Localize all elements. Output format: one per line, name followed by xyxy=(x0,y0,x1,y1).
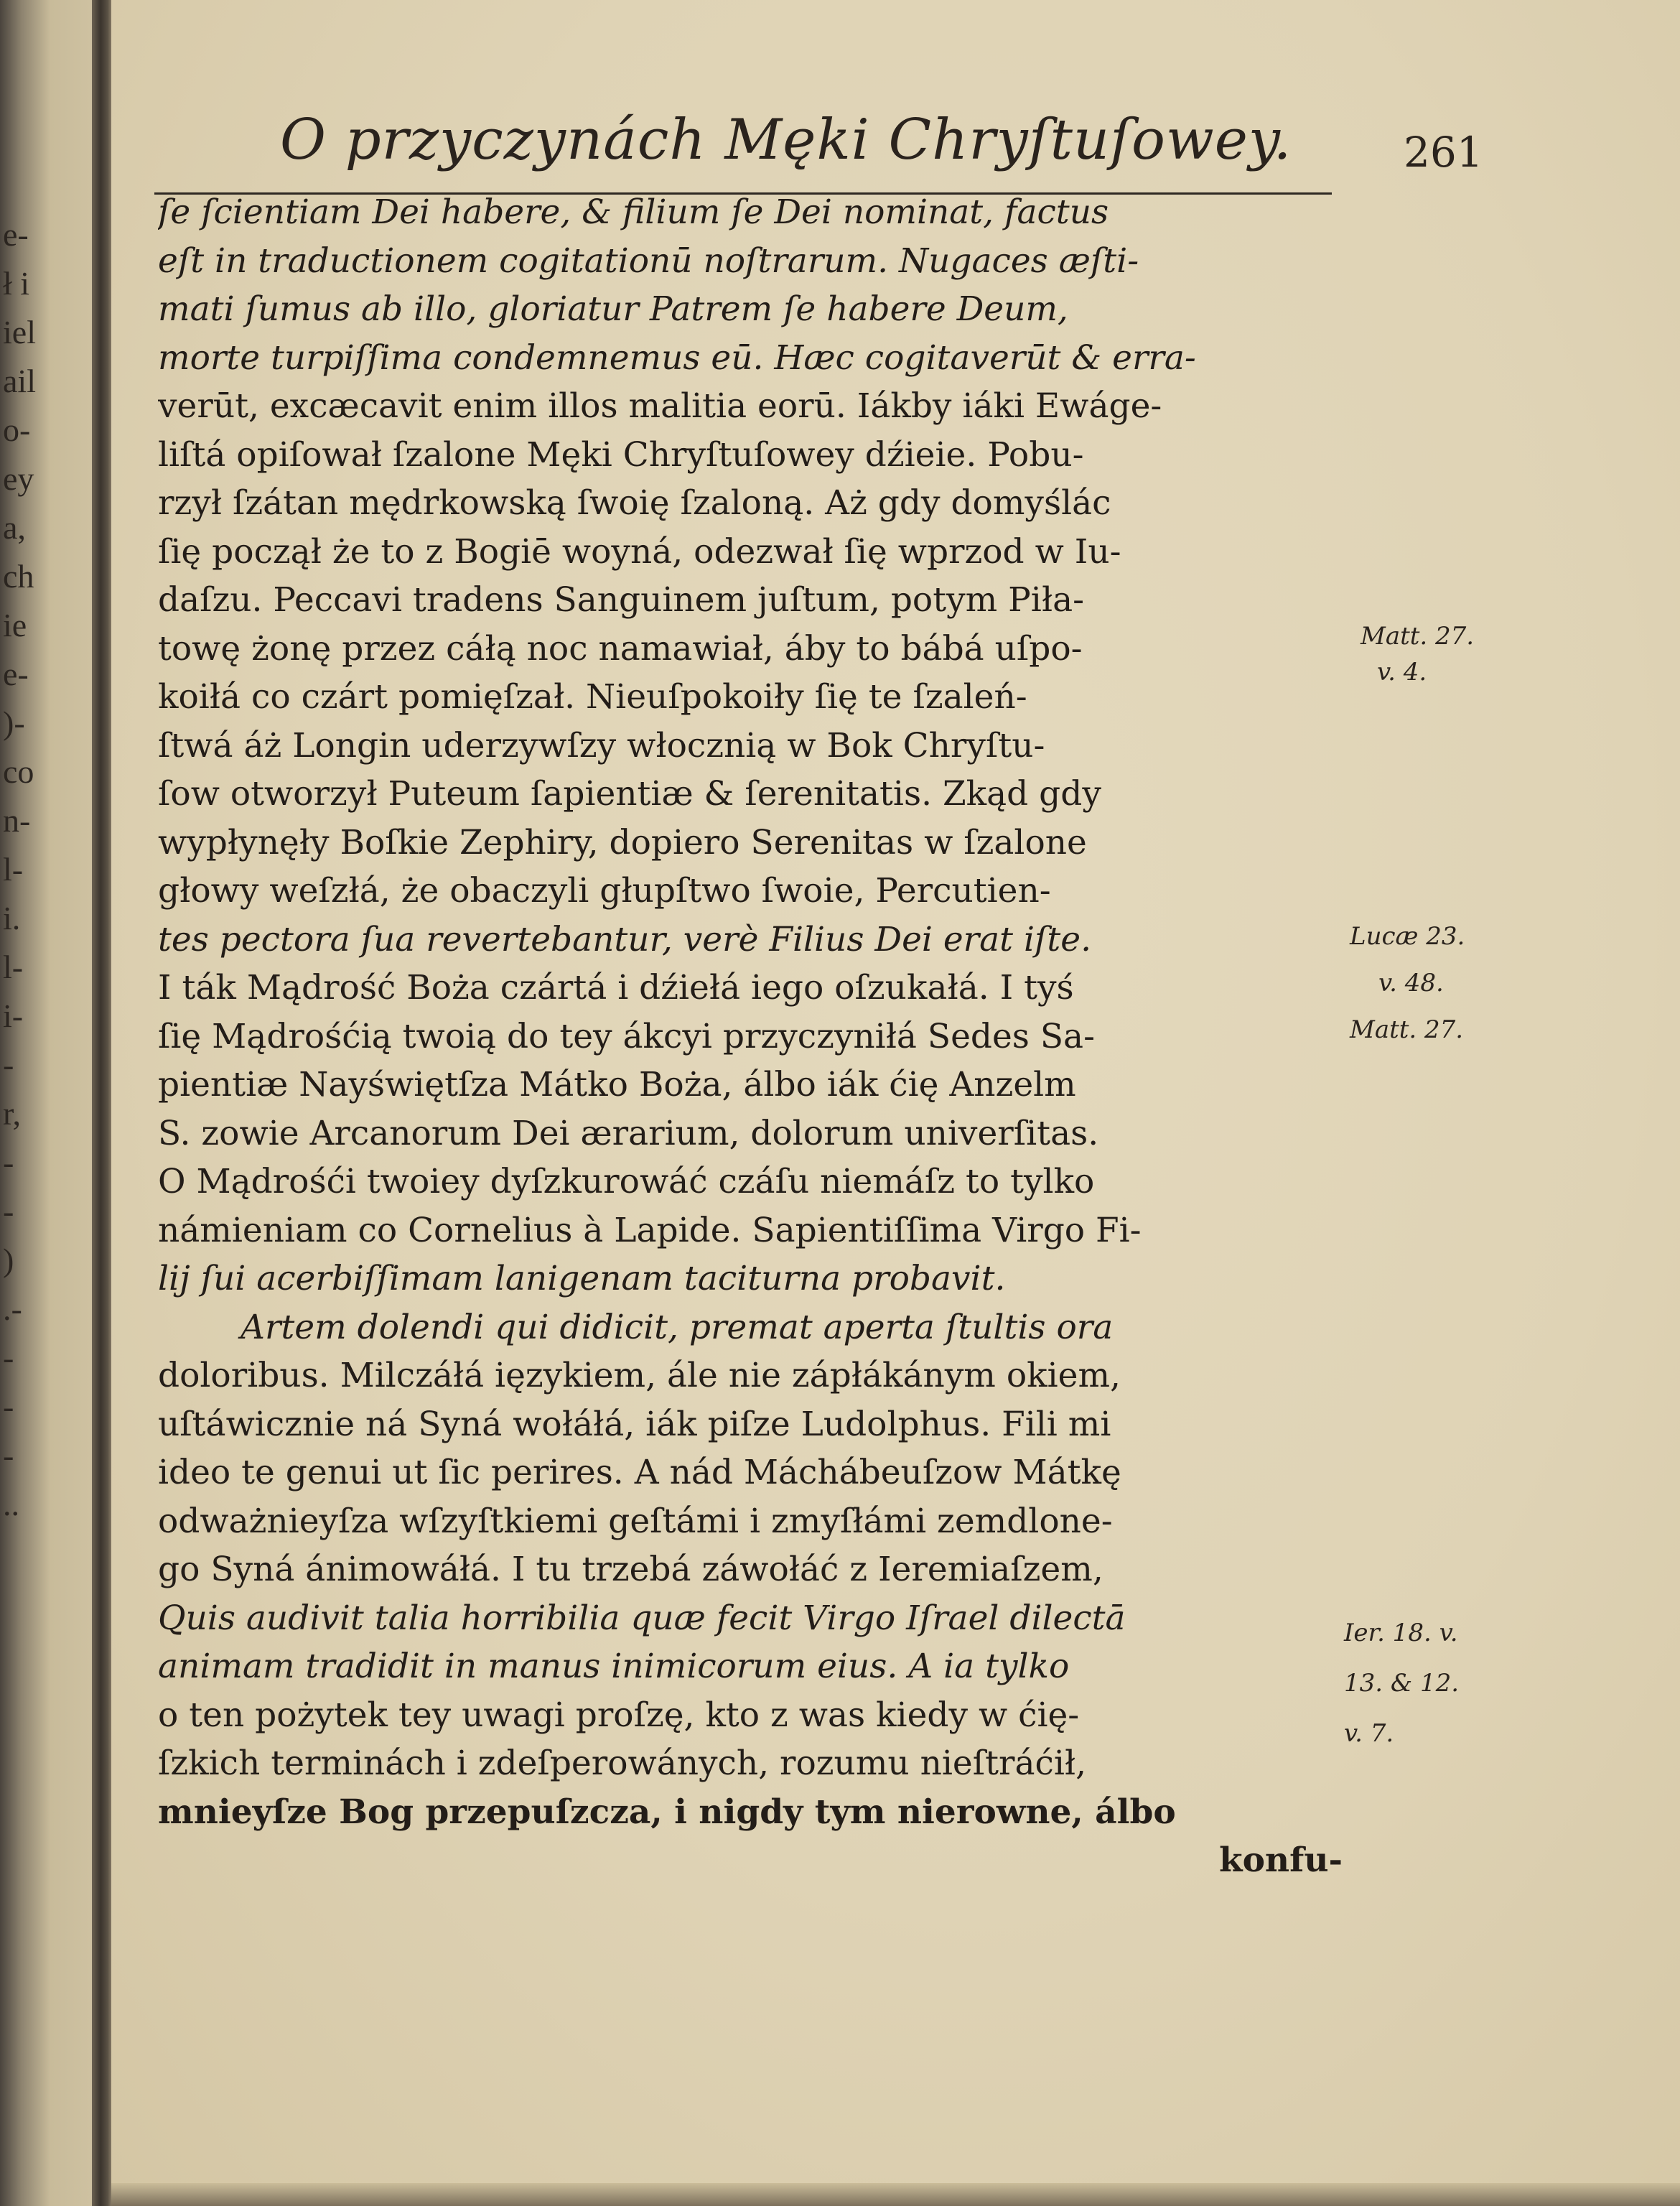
text-line: ideo te genui ut ſic perires. A nád Máchábeuſzow Mátkę xyxy=(158,1453,1121,1492)
page-number: 261 xyxy=(1404,128,1483,177)
previous-page-edge xyxy=(0,0,97,2206)
text-line: lij ſui acerbiſſimam lanigenam taciturna probavit. xyxy=(158,1259,1006,1298)
catchword: konfu- xyxy=(1219,1840,1343,1880)
previous-page-fragment: r, xyxy=(3,1095,21,1132)
text-line: ſow otworzył Puteum ſapientiæ & ſerenitatis. Zkąd gdy xyxy=(158,774,1101,814)
text-line: I ták Mądrość Boża czártá i dźiełá iego oſzukałá. I tyś xyxy=(158,968,1074,1007)
text-line: ſtwá áż Longin uderzywſzy włocznią w Bok Chryſtu- xyxy=(158,725,1045,765)
previous-page-fragment: e- xyxy=(3,216,29,253)
text-line: ſe ſcientiam Dei habere, & filium ſe Dei nominat, factus xyxy=(158,192,1109,232)
body-text xyxy=(158,188,1364,1885)
text-line: ſię począł że to z Bogiē woyná, odezwał ſię wprzod w Iu- xyxy=(158,531,1121,572)
text-line: rzył ſzátan mędrkowską ſwoię ſzaloną. Aż gdy domyślác xyxy=(158,483,1111,523)
text-line: animam tradidit in manus inimicorum eius. A ia tylko xyxy=(158,1647,1070,1686)
text-line: O Mądrośći twoiey dyſzkurowáć czáſu niemáſz to tylko xyxy=(158,1162,1095,1201)
text-line: ſzkich terminách i zdeſperowánych, rozumu nieſtráćił, xyxy=(158,1744,1087,1783)
previous-page-fragment: ł i xyxy=(3,265,30,302)
text-line: Quis audivit talia horribilia quæ fecit Virgo Iſrael dilectā xyxy=(158,1598,1126,1638)
text-line: mati ſumus ab illo, gloriatur Patrem ſe habere Deum, xyxy=(158,289,1068,329)
text-line: pientiæ Nayświętſza Mátko Boża, álbo iák ćię Anzelm xyxy=(158,1065,1076,1104)
previous-page-fragment: l- xyxy=(3,851,24,888)
previous-page-fragment: ail xyxy=(3,363,36,399)
margin-note: Matt. 27. xyxy=(1361,622,1475,651)
text-line: towę żonę przez cáłą noc namawiał, áby to bábá uſpo- xyxy=(158,628,1083,669)
text-line: koiłá co czárt pomięſzał. Nieuſpokoiły ſię te ſzaleń- xyxy=(158,677,1027,717)
previous-page-fragment: n- xyxy=(3,802,31,839)
text-line: głowy weſzłá, że obaczyli głupſtwo ſwoie, Percutien- xyxy=(158,871,1051,911)
text-line: eſt in traductionem cogitationū noſtrarum. Nugaces æſti- xyxy=(158,241,1139,281)
running-head: O przyczynách Męki Chryſtuſowey. xyxy=(280,108,1292,172)
text-line: Artem dolendi qui didicit, premat aperta ſtultis ora xyxy=(241,1307,1114,1347)
previous-page-fragment: - xyxy=(3,1046,14,1083)
text-line: doloribus. Milczáłá ięzykiem, ále nie zápłákánym okiem, xyxy=(158,1356,1121,1395)
previous-page-fragment: - xyxy=(3,1193,14,1229)
previous-page-fragment: l- xyxy=(3,949,24,985)
text-line: mnieyſze Bog przepuſzcza, i nigdy tym nierowne, álbo xyxy=(158,1792,1176,1832)
text-line: morte turpiſſima condemnemus eū. Hæc cogitaverūt & erra- xyxy=(158,338,1196,378)
previous-page-fragment: ey xyxy=(3,460,34,497)
margin-note: v. 7. xyxy=(1344,1719,1394,1748)
previous-page-fragment: co xyxy=(3,753,34,790)
text-line: wypłynęły Boſkie Zephiry, dopiero Serenitas w ſzalone xyxy=(158,822,1087,862)
previous-page-fragment: i. xyxy=(3,900,21,936)
text-line: verūt, excæcavit enim illos malitia eorū. Iákby iáki Ewáge- xyxy=(158,386,1162,426)
previous-page-fragment: - xyxy=(3,1339,14,1376)
margin-note: Lucæ 23. xyxy=(1350,922,1465,951)
margin-note: Ier. 18. v. xyxy=(1344,1619,1458,1647)
text-line: daſzu. Peccavi tradens Sanguinem juſtum, potym Piła- xyxy=(158,580,1084,620)
previous-page-fragment: e- xyxy=(3,656,29,692)
previous-page-fragment: .- xyxy=(3,1290,22,1327)
text-line: S. zowie Arcanorum Dei ærarium, dolorum univerſitas. xyxy=(158,1113,1099,1153)
previous-page-fragment: - xyxy=(3,1144,14,1181)
previous-page-fragment: o- xyxy=(3,411,31,448)
margin-note: Matt. 27. xyxy=(1350,1015,1464,1044)
previous-page-fragment: - xyxy=(3,1388,14,1425)
margin-note: v. 4. xyxy=(1377,658,1427,687)
text-line: námieniam co Cornelius à Lapide. Sapientiſſima Virgo Fi- xyxy=(158,1210,1142,1250)
previous-page-fragment: iel xyxy=(3,314,36,350)
previous-page-fragment: ie xyxy=(3,607,27,643)
previous-page-fragment: ) xyxy=(3,1242,14,1278)
book-gutter xyxy=(92,0,113,2206)
margin-note: 13. & 12. xyxy=(1344,1669,1460,1698)
previous-page-fragment: a, xyxy=(3,509,26,546)
text-line: liſtá opiſował ſzalone Męki Chryſtuſowey dźieie. Pobu- xyxy=(158,434,1084,475)
text-line: go Syná ánimowáłá. I tu trzebá záwołáć z Ieremiaſzem, xyxy=(158,1550,1103,1589)
previous-page-fragment: .. xyxy=(3,1486,19,1522)
text-line: uſtáwicznie ná Syná wołáłá, iák piſze Ludolphus. Fili mi xyxy=(158,1404,1111,1444)
previous-page-fragment: ch xyxy=(3,558,34,595)
margin-note: v. 48. xyxy=(1378,969,1444,997)
previous-page-fragment: i- xyxy=(3,997,24,1034)
page-bottom-edge xyxy=(111,2183,1680,2206)
text-line: ſię Mądrośćią twoią do tey ákcyi przyczyniłá Sedes Sa- xyxy=(158,1016,1095,1056)
text-line: tes pectora ſua revertebantur, verè Filius Dei erat iſte. xyxy=(158,919,1092,959)
previous-page-fragment: )- xyxy=(3,704,25,741)
text-line: o ten pożytek tey uwagi proſzę, kto z was kiedy w ćię- xyxy=(158,1695,1080,1735)
text-line: odważnieyſza wſzyſtkiemi geſtámi i zmyſłámi zemdlone- xyxy=(158,1501,1113,1541)
previous-page-fragment: - xyxy=(3,1437,14,1474)
